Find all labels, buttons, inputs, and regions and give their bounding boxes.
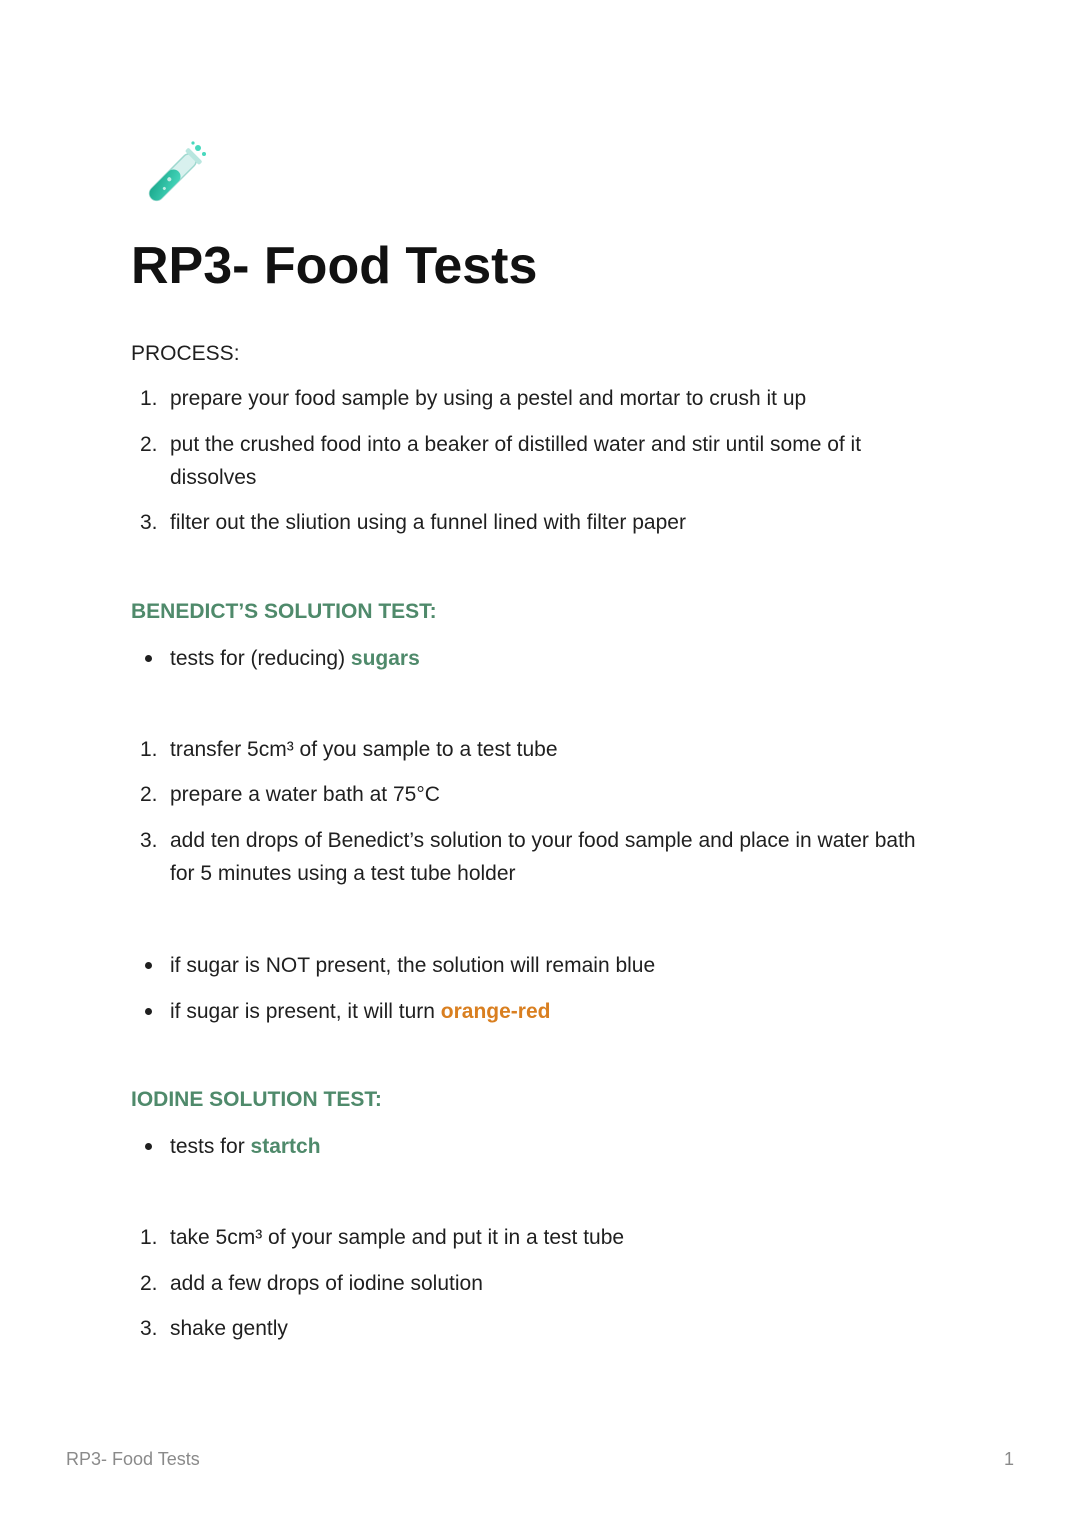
iodine-step-3: shake gently: [170, 1317, 288, 1340]
benedicts-result-positive-text: if sugar is present, it will turn: [170, 1000, 441, 1023]
iodine-purpose: [170, 1130, 321, 1163]
list-number: 2.: [140, 433, 158, 456]
page-number: 1: [1003, 1449, 1014, 1469]
benedicts-result-positive-highlight: orange-red: [440, 1000, 551, 1023]
benedicts-result-positive: [170, 995, 550, 1028]
list-number: 2.: [140, 1272, 158, 1295]
footer-title: RP3- Food Tests: [66, 1449, 200, 1469]
list-number: 1.: [140, 1226, 158, 1249]
process-step-1: prepare your food sample by using a pestel and mortar to crush it up: [170, 387, 807, 410]
bullet-icon: [145, 1008, 152, 1015]
benedicts-result-negative: if sugar is NOT present, the solution will remain blue: [170, 954, 656, 977]
benedicts-step-1: transfer 5cm³ of you sample to a test tube: [170, 738, 558, 761]
iodine-purpose-text: tests for: [170, 1135, 251, 1158]
list-number: 3.: [140, 511, 158, 534]
iodine-purpose-highlight: startch: [250, 1135, 321, 1158]
process-step-2-line-1: put the crushed food into a beaker of distilled water and stir until some of it: [170, 433, 862, 456]
benedicts-step-2: prepare a water bath at 75°C: [170, 783, 440, 806]
benedicts-purpose: [170, 642, 420, 675]
list-number: 3.: [140, 829, 158, 852]
bullet-icon: [145, 655, 152, 662]
test-tube-icon: [130, 140, 210, 220]
iodine-heading: IODINE SOLUTION TEST:: [131, 1088, 382, 1111]
benedicts-purpose-highlight: sugars: [350, 647, 420, 670]
bullet-icon: [145, 1143, 152, 1150]
benedicts-purpose-text: tests for (reducing): [170, 647, 351, 670]
list-number: 1.: [140, 387, 158, 410]
page-title: RP3- Food Tests: [131, 237, 538, 295]
benedicts-step-3-line-1: add ten drops of Benedict’s solution to your food sample and place in water bath: [170, 829, 916, 852]
bullet-icon: [145, 962, 152, 969]
iodine-step-1: take 5cm³ of your sample and put it in a test tube: [170, 1226, 625, 1249]
benedicts-heading: BENEDICT’S SOLUTION TEST:: [131, 600, 437, 623]
list-number: 1.: [140, 738, 158, 761]
benedicts-step-3-line-2: for 5 minutes using a test tube holder: [170, 862, 516, 885]
process-label: PROCESS:: [131, 342, 240, 365]
list-number: 3.: [140, 1317, 158, 1340]
iodine-step-2: add a few drops of iodine solution: [170, 1272, 483, 1295]
process-step-3: filter out the sliution using a funnel lined with filter paper: [170, 511, 686, 534]
list-number: 2.: [140, 783, 158, 806]
process-step-2-line-2: dissolves: [170, 466, 257, 489]
